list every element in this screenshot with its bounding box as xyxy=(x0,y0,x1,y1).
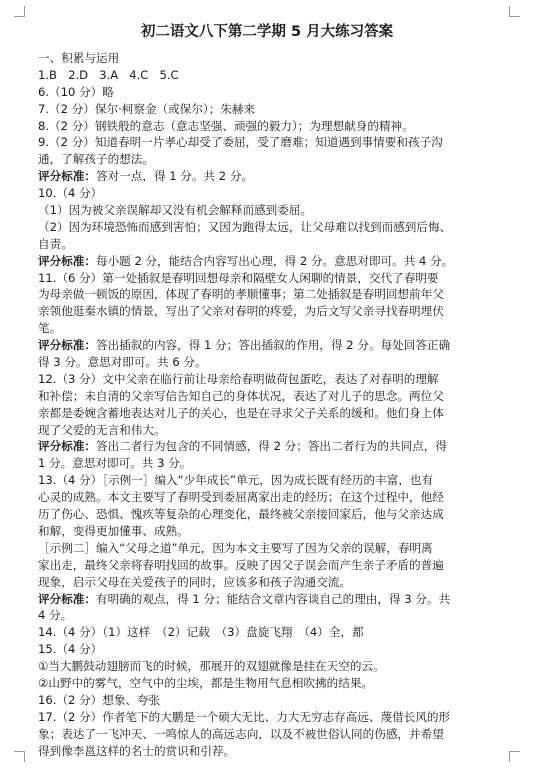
mc-answer: 2.D xyxy=(68,67,89,82)
answer-text: 家出走，最终父亲将春明找回的故事。反映了因父子误会而产生亲子矛盾的普遍 xyxy=(38,557,444,572)
answer-text: 13.（4 分）［示例一］编入“少年成长”单元，因为成长既有经历的丰富，也有 xyxy=(38,473,434,488)
answer-text: 答出插叙的内容，得 1 分；答出插叙的作用，得 2 分。每处回答正确 xyxy=(95,338,451,353)
answer-line xyxy=(38,236,500,253)
answer-text: （2）因为环境恐怖而感到害怕；又因为跑得太远，让父母难以找到而感到后悔、 xyxy=(38,219,452,234)
answer-text: 8.（2 分）钢铁般的意志（意志坚强、顽强的毅力）；为理想献身的精神。 xyxy=(38,118,414,133)
scoring-label: 评分标准： xyxy=(38,591,96,606)
scoring-label: 评分标准： xyxy=(38,169,96,184)
answer-text: 有明确的观点，得 1 分；能结合文章内容谈自己的理由，得 3 分。共 xyxy=(95,591,451,606)
answer-line xyxy=(38,726,500,743)
multiple-choice-answers xyxy=(38,67,500,84)
answer-text: 现了父爱的无言和伟大。 xyxy=(38,422,166,437)
answer-text: 14.（4 分）（1）这样 （2）记载 （3）盘旋飞翔 （4）全，都 xyxy=(38,625,364,640)
scoring-label: 评分标准： xyxy=(38,338,96,353)
answer-line xyxy=(38,151,500,168)
mc-answer: 3.A xyxy=(99,67,119,82)
answer-text: 12.（3 分）文中父亲在临行前让母亲给春明做荷包蛋吃，表达了对春明的理解 xyxy=(38,371,439,386)
answer-text: 亲都是委婉含蓄地表达对儿子的关心，也是在寻求父子关系的缓和。他们身上体 xyxy=(38,405,444,420)
answer-line xyxy=(38,692,500,709)
answer-text: ②山野中的雾气，空气中的尘埃，都是生物用气息相吹拂的结果。 xyxy=(38,675,374,690)
mc-answer: 4.C xyxy=(129,67,149,82)
answer-text: 答对一点，得 1 分。共 2 分。 xyxy=(95,169,254,184)
answer-line xyxy=(38,253,500,270)
crop-mark-bottom-left xyxy=(14,751,25,762)
answer-text: 为母亲做一顿饭的原因，体现了春明的孝顺懂事；第二处插叙是春明回想前年父 xyxy=(38,287,444,302)
answer-content xyxy=(38,50,500,759)
answer-line xyxy=(38,134,500,151)
answer-text: 历了伤心、恐惧、愧疚等复杂的心理变化，最终被父亲接回家后，他与父亲达成 xyxy=(38,507,444,522)
answer-text: ［示例二］编入“父母之道”单元，因为本文主要写了因为父亲的误解，春明离 xyxy=(38,540,433,555)
answer-text: 4 分。 xyxy=(38,608,73,623)
answer-line xyxy=(38,303,500,320)
mc-answer: 1.B xyxy=(38,67,58,82)
answer-line xyxy=(38,523,500,540)
answer-line xyxy=(38,489,500,506)
crop-mark-bottom-right xyxy=(509,751,520,762)
answer-text: 得 3 分。意思对即可。共 6 分。 xyxy=(38,355,207,370)
answer-line xyxy=(38,320,500,337)
answer-line xyxy=(38,270,500,287)
answer-line xyxy=(38,574,500,591)
answer-line xyxy=(38,557,500,574)
page-title: 初二语文八下第二学期 5 月大练习答案 xyxy=(140,24,394,40)
answer-text: 1 分。意思对即可。共 3 分。 xyxy=(38,456,192,471)
scoring-label: 评分标准： xyxy=(38,439,96,454)
answer-text: 15.（4 分） xyxy=(38,642,103,657)
answer-line xyxy=(38,354,500,371)
answer-text: 7.（2 分）保尔·柯察金（或保尔）；朱赫来 xyxy=(38,101,256,116)
answer-text: ①当大鹏鼓动翅膀而飞的时候，那展开的双翅就像是挂在天空的云。 xyxy=(38,659,385,674)
answer-line xyxy=(38,472,500,489)
answer-line xyxy=(38,624,500,641)
answer-text: （1）因为被父亲误解却又没有机会解释而感到委屈。 xyxy=(38,203,313,218)
answer-line xyxy=(38,168,500,185)
answer-text: 答出二者行为包含的不同情感，得 2 分；答出二者行为的共同点，得 xyxy=(95,439,447,454)
answer-text: 笔。 xyxy=(38,321,62,336)
answer-line xyxy=(38,337,500,354)
answer-line xyxy=(38,405,500,422)
answer-line xyxy=(38,371,500,388)
answer-text: 象；表达了一飞冲天、一鸣惊人的高远志向，以及不被世俗认同的伤感，并希望 xyxy=(38,726,444,741)
answer-line xyxy=(38,591,500,608)
answer-text: 11.（6 分）第一处插叙是春明回想母亲和隔壁女人闲聊的情景，交代了春明要 xyxy=(38,270,439,285)
answer-text: 6.（10 分）略 xyxy=(38,84,114,99)
answer-text: 9.（2 分）知道春明一片孝心却受了委屈，受了磨难；知道遇到事情要和孩子沟 xyxy=(38,135,443,150)
answer-line xyxy=(38,540,500,557)
answer-text: 和解，变得更加懂事、成熟。 xyxy=(38,523,189,538)
answer-line xyxy=(38,286,500,303)
crop-mark-top-right xyxy=(509,6,520,17)
mc-answer: 5.C xyxy=(159,67,179,82)
answer-text: 10.（4 分） xyxy=(38,186,103,201)
answer-text: 现象，启示父母在关爱孩子的同时，应该多和孩子沟通交流。 xyxy=(38,574,352,589)
answer-line xyxy=(38,709,500,726)
answer-line xyxy=(38,185,500,202)
answer-text: 通，了解孩子的想法。 xyxy=(38,152,154,167)
section-heading: 一、积累与运用 xyxy=(38,51,120,65)
answer-line xyxy=(38,506,500,523)
answer-text: 亲领他逛秦水镇的情景，写出了父亲对春明的疼爱，为后文写父亲寻找春明埋伏 xyxy=(38,304,444,319)
answer-line xyxy=(38,641,500,658)
answer-line xyxy=(38,455,500,472)
answer-text: 和补偿；未自清的父亲写信告知自己的身体状况，表达了对儿子的思念。两位父 xyxy=(38,388,444,403)
answer-text: 自责。 xyxy=(38,236,73,251)
answer-text: 17.（2 分）作者笔下的大鹏是一个硕大无比、力大无穷志存高远、蔑借长风的形 xyxy=(38,709,451,724)
answer-line xyxy=(38,388,500,405)
answer-line xyxy=(38,202,500,219)
answer-text: 得到像李邕这样的名士的赏识和引荐。 xyxy=(38,743,236,758)
scoring-label: 评分标准： xyxy=(38,253,96,268)
answer-line xyxy=(38,219,500,236)
answer-line xyxy=(38,438,500,455)
answer-line xyxy=(38,607,500,624)
answer-line xyxy=(38,101,500,118)
answer-line xyxy=(38,422,500,439)
answer-line xyxy=(38,118,500,135)
answer-line xyxy=(38,743,500,760)
crop-mark-top-left xyxy=(14,6,25,17)
answer-line xyxy=(38,84,500,101)
answer-line xyxy=(38,658,500,675)
answer-line xyxy=(38,675,500,692)
answer-text: 每小题 2 分，能结合内容写出心理，得 2 分。意思对即可。共 4 分。 xyxy=(95,253,454,268)
answer-text: 心灵的成熟。本文主要写了春明受到委屈离家出走的经历；在这个过程中，他经 xyxy=(38,490,444,505)
answer-text: 16.（2 分）想象、夸张 xyxy=(38,692,161,707)
